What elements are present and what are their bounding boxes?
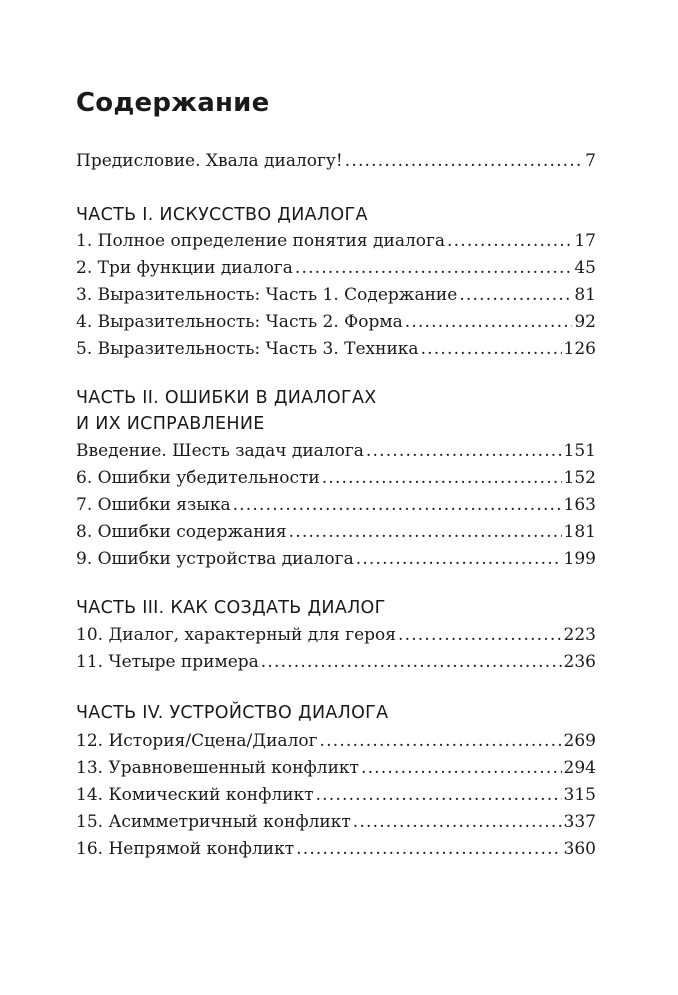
toc-entry-page: 126 <box>563 339 596 359</box>
page-title: Содержание <box>76 88 270 118</box>
toc-entry-title: 9. Ошибки устройства диалога <box>76 549 354 569</box>
dot-leader <box>398 624 562 646</box>
part-4-heading: ЧАСТЬ IV. УСТРОЙСТВО ДИАЛОГА <box>76 703 389 723</box>
dot-leader <box>366 440 562 462</box>
toc-entry[interactable] <box>76 757 596 779</box>
dot-leader <box>345 150 583 172</box>
toc-entry-title: 14. Комический конфликт <box>76 785 314 805</box>
toc-entry-page: 269 <box>563 731 596 751</box>
dot-leader <box>361 757 562 779</box>
dot-leader <box>320 730 562 752</box>
toc-entry[interactable] <box>76 521 596 543</box>
dot-leader <box>356 548 562 570</box>
toc-entry-title: 8. Ошибки содержания <box>76 522 287 542</box>
toc-entry-page: 151 <box>563 441 596 461</box>
toc-entry[interactable] <box>76 548 596 570</box>
toc-entry-page: 45 <box>574 258 596 278</box>
toc-entry[interactable] <box>76 811 596 833</box>
toc-entry[interactable] <box>76 284 596 306</box>
dot-leader <box>421 338 562 360</box>
toc-entry-title: 15. Асимметричный конфликт <box>76 812 351 832</box>
toc-entry[interactable] <box>76 467 596 489</box>
toc-entry-page: 223 <box>563 625 596 645</box>
toc-entry[interactable] <box>76 784 596 806</box>
toc-entry[interactable] <box>76 624 596 646</box>
part-1-heading: ЧАСТЬ I. ИСКУССТВО ДИАЛОГА <box>76 205 368 225</box>
dot-leader <box>296 838 561 860</box>
dot-leader <box>447 230 572 252</box>
toc-entry-page: 294 <box>563 758 596 778</box>
part-2-heading-line-2: И ИХ ИСПРАВЛЕНИЕ <box>76 414 265 434</box>
part-3-heading: ЧАСТЬ III. КАК СОЗДАТЬ ДИАЛОГ <box>76 598 386 618</box>
toc-entry-page: 360 <box>563 839 596 859</box>
toc-entry-page: 315 <box>563 785 596 805</box>
toc-entry[interactable] <box>76 651 596 673</box>
dot-leader <box>322 467 562 489</box>
dot-leader <box>289 521 562 543</box>
part-2-heading-line-1: ЧАСТЬ II. ОШИБКИ В ДИАЛОГАХ <box>76 388 377 408</box>
toc-entry-title: 7. Ошибки языка <box>76 495 231 515</box>
dot-leader <box>261 651 562 673</box>
toc-entry[interactable] <box>76 230 596 252</box>
dot-leader <box>316 784 562 806</box>
toc-entry-page: 337 <box>563 812 596 832</box>
toc-entry-title: 12. История/Сцена/Диалог <box>76 731 318 751</box>
toc-entry-page: 199 <box>563 549 596 569</box>
toc-entry-title: 2. Три функции диалога <box>76 258 293 278</box>
toc-entry-title: 10. Диалог, характерный для героя <box>76 625 396 645</box>
toc-entry-title: 11. Четыре примера <box>76 652 259 672</box>
dot-leader <box>233 494 562 516</box>
toc-entry-title: 16. Непрямой конфликт <box>76 839 295 859</box>
toc-entry-page: 181 <box>563 522 596 542</box>
toc-entry[interactable] <box>76 838 596 860</box>
toc-entry-title: Предисловие. Хвала диалогу! <box>76 151 343 171</box>
toc-entry[interactable] <box>76 494 596 516</box>
toc-entry-page: 152 <box>563 468 596 488</box>
toc-entry-page: 163 <box>563 495 596 515</box>
toc-entry[interactable] <box>76 730 596 752</box>
toc-entry-page: 236 <box>563 652 596 672</box>
toc-entry-title: 4. Выразительность: Часть 2. Форма <box>76 312 403 332</box>
dot-leader <box>459 284 572 306</box>
toc-entry-title: 6. Ошибки убедительности <box>76 468 320 488</box>
toc-entry-title: 1. Полное определение понятия диалога <box>76 231 446 251</box>
toc-entry-title: 3. Выразительность: Часть 1. Содержание <box>76 285 458 305</box>
toc-entry-title: Введение. Шесть задач диалога <box>76 441 364 461</box>
toc-entry-page: 92 <box>574 312 596 332</box>
toc-entry-title: 5. Выразительность: Часть 3. Техника <box>76 339 419 359</box>
toc-entry[interactable] <box>76 440 596 462</box>
dot-leader <box>353 811 562 833</box>
dot-leader <box>405 311 573 333</box>
toc-entry-page: 7 <box>585 151 596 171</box>
toc-entry-page: 17 <box>574 231 596 251</box>
toc-entry-preface[interactable] <box>76 150 596 172</box>
dot-leader <box>295 257 573 279</box>
toc-entry[interactable] <box>76 257 596 279</box>
toc-entry[interactable] <box>76 311 596 333</box>
toc-entry[interactable] <box>76 338 596 360</box>
toc-entry-title: 13. Уравновешенный конфликт <box>76 758 359 778</box>
toc-entry-page: 81 <box>574 285 596 305</box>
